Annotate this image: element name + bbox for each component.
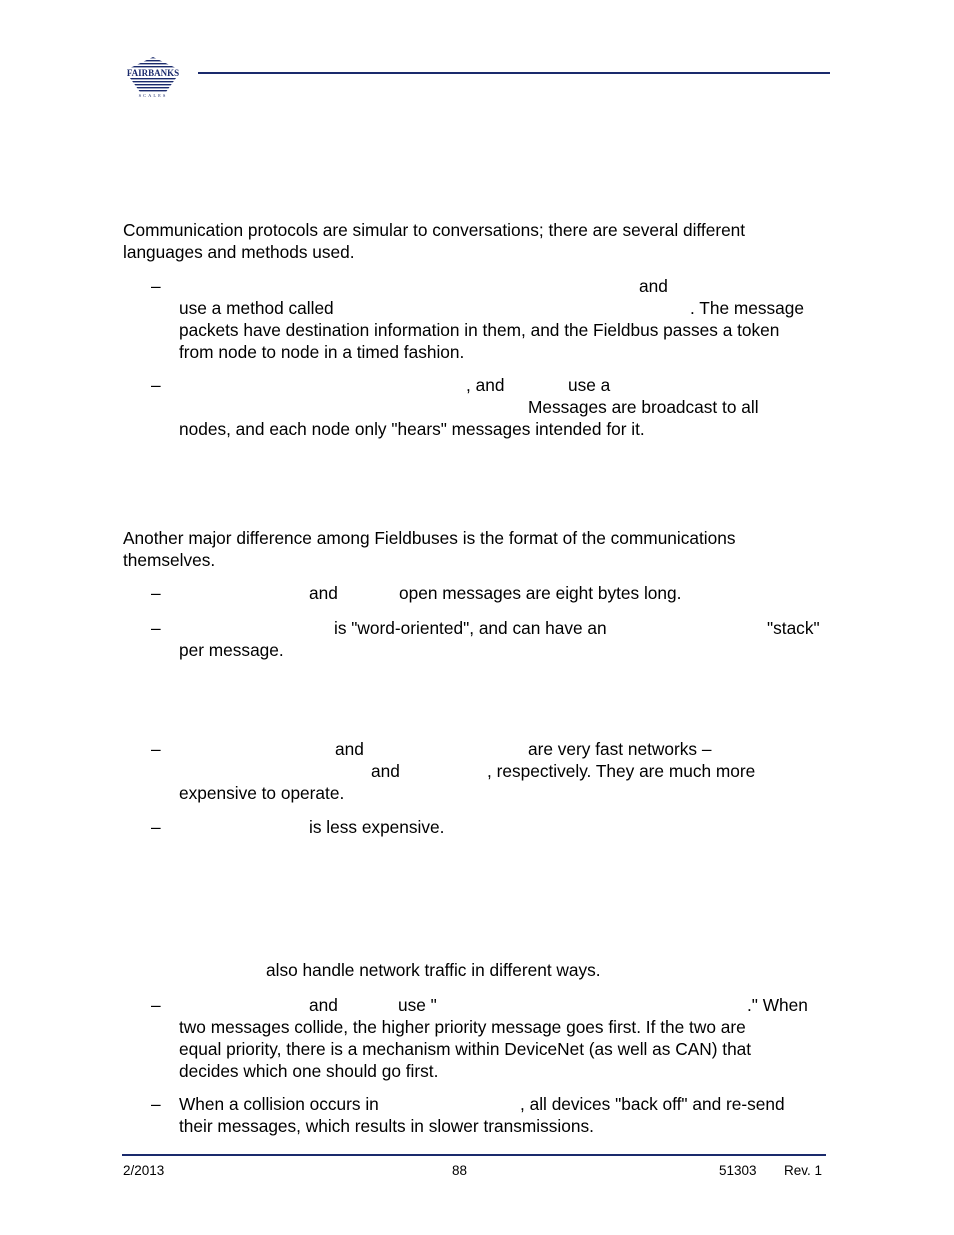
text-fragment: is less expensive. — [309, 817, 445, 837]
text-fragment: use " — [398, 995, 437, 1015]
text-fragment: open messages are eight bytes long. — [399, 583, 682, 603]
text-fragment: and — [639, 276, 668, 296]
bullet-dash: – — [151, 276, 161, 296]
section1-intro-line1: Communication protocols are simular to conversations; there are several different — [123, 220, 746, 240]
section2-intro-line2: themselves. — [123, 550, 216, 570]
section2-intro-line1: Another major difference among Fieldbuses is the format of the communications — [123, 528, 736, 548]
bullet-dash: – — [151, 739, 161, 759]
page-number: 88 — [452, 1163, 468, 1178]
body-line: nodes, and each node only "hears" messages intended for it. — [179, 419, 645, 439]
text-fragment: and — [371, 761, 400, 781]
body-line: equal priority, there is a mechanism within DeviceNet (as well as CAN) that — [179, 1039, 752, 1059]
text-fragment: ." When — [747, 995, 808, 1015]
section1-intro-line2: languages and methods used. — [123, 242, 355, 262]
text-fragment: and — [335, 739, 364, 759]
header-rule — [198, 72, 830, 74]
footer-date: 2/2013 — [123, 1163, 165, 1178]
bullet-dash: – — [151, 995, 161, 1015]
body-line: packets have destination information in them, and the Fieldbus passes a token — [179, 320, 780, 340]
document-number: 51303 — [719, 1163, 757, 1178]
text-fragment: Messages are broadcast to all — [528, 397, 759, 417]
svg-text:FAIRBANKS: FAIRBANKS — [126, 68, 180, 78]
bullet-dash: – — [151, 618, 161, 638]
bullet-dash: – — [151, 1094, 161, 1114]
revision: Rev. 1 — [784, 1163, 823, 1178]
fairbanks-logo — [122, 54, 184, 98]
section4-intro: also handle network traffic in different ways. — [266, 960, 601, 980]
bullet-dash: – — [151, 817, 161, 837]
bullet-dash: – — [151, 375, 161, 395]
body-line: per message. — [179, 640, 284, 660]
svg-text:SCALES: SCALES — [138, 93, 168, 98]
body-line: their messages, which results in slower transmissions. — [179, 1116, 594, 1136]
text-fragment: is "word-oriented", and can have an — [334, 618, 607, 638]
text-fragment: , and — [466, 375, 505, 395]
bullet-dash: – — [151, 583, 161, 603]
text-fragment: are very fast networks – — [528, 739, 712, 759]
text-fragment: , all devices "back off" and re-send — [520, 1094, 785, 1114]
footer-rule — [122, 1154, 826, 1156]
text-fragment: and — [309, 583, 338, 603]
text-fragment: use a method called — [179, 298, 334, 318]
text-fragment: and — [309, 995, 338, 1015]
body-line: expensive to operate. — [179, 783, 345, 803]
body-line: from node to node in a timed fashion. — [179, 342, 465, 362]
text-fragment: "stack" — [767, 618, 820, 638]
text-fragment: use a — [568, 375, 611, 395]
text-fragment: , respectively. They are much more — [487, 761, 756, 781]
body-line: decides which one should go first. — [179, 1061, 439, 1081]
text-fragment: . The message — [690, 298, 804, 318]
text-fragment: When a collision occurs in — [179, 1094, 379, 1114]
body-line: two messages collide, the higher priority message goes first. If the two are — [179, 1017, 746, 1037]
